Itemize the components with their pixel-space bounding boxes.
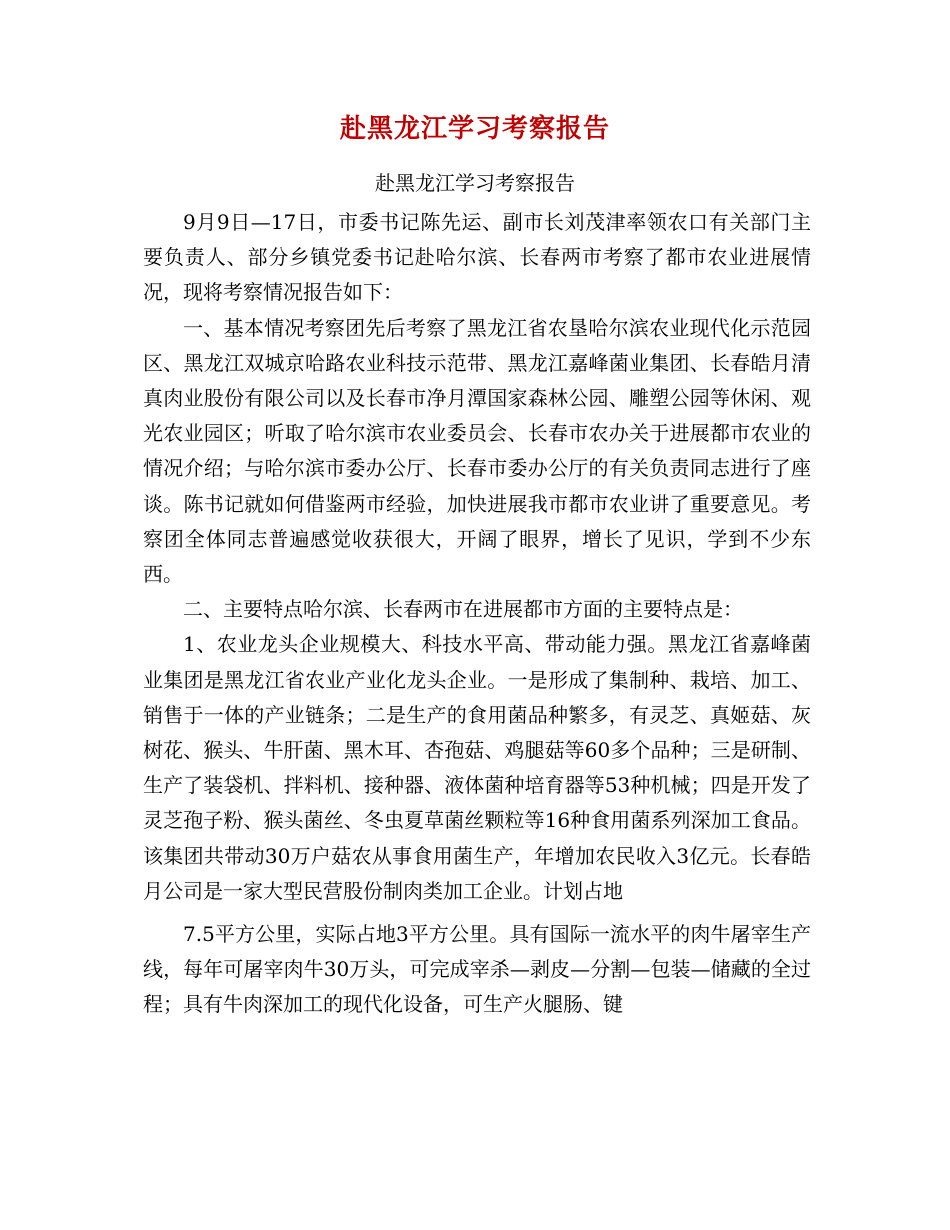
paragraph-main-features: 二、主要特点哈尔滨、长春两市在进展都市方面的主要特点是： xyxy=(183,597,743,622)
document-subtitle: 赴黑龙江学习考察报告 xyxy=(375,171,575,195)
paragraph-feature-1: 1、农业龙头企业规模大、科技水平高、带动能力强。黑龙江省嘉峰菌业集团是黑龙江省农业产业化龙头企业。一是形成了集制种、栽培、加工、销售于一体的产业链条；二是生产的食用菌品种繁多，有灵芝、真姬菇、灰树花、猴头、牛肝菌、黑木耳、杏孢菇、鸡腿菇等60多个品种；三是研制、生产了装袋机、拌料机、接种器、液体菌种培育器等53种机械；四是开发了灵芝孢子粉、猴头菌丝、冬虫夏草菌丝颗粒等16种食用菌系列深加工食品。该集团共带动30万户菇农从事食用菌生产，年增加农民收入3亿元。长春皓月公司是一家大型民营股份制肉类加工企业。计划占地 xyxy=(143,632,811,903)
paragraph-intro: 9月9日—17日，市委书记陈先运、副市长刘茂津率领农口有关部门主要负责人、部分乡镇党委书记赴哈尔滨、长春两市考察了都市农业进展情况，现将考察情况报告如下： xyxy=(143,210,811,305)
document-body xyxy=(143,205,811,1023)
document-title: 赴黑龙江学习考察报告 xyxy=(339,114,610,144)
paragraph-haoyue-details: 7.5平方公里，实际占地3平方公里。具有国际一流水平的肉牛屠宰生产线，每年可屠宰肉牛30万头，可完成宰杀—剥皮—分割—包装—储藏的全过程；具有牛肉深加工的现代化设备，可生产火腿肠、键 xyxy=(143,922,811,1017)
paragraph-basic-situation: 一、基本情况考察团先后考察了黑龙江省农垦哈尔滨农业现代化示范园区、黑龙江双城京哈路农业科技示范带、黑龙江嘉峰菌业集团、长春皓月清真肉业股份有限公司以及长春市净月潭国家森林公园、雕塑公园等休闲、观光农业园区；听取了哈尔滨市农业委员会、长春市农办关于进展都市农业的情况介绍；与哈尔滨市委办公厅、长春市委办公厅的有关负责同志进行了座谈。陈书记就如何借鉴两市经验，加快进展我市都市农业讲了重要意见。考察团全体同志普遍感觉收获很大，开阔了眼界，增长了见识，学到不少东西。 xyxy=(143,315,811,587)
